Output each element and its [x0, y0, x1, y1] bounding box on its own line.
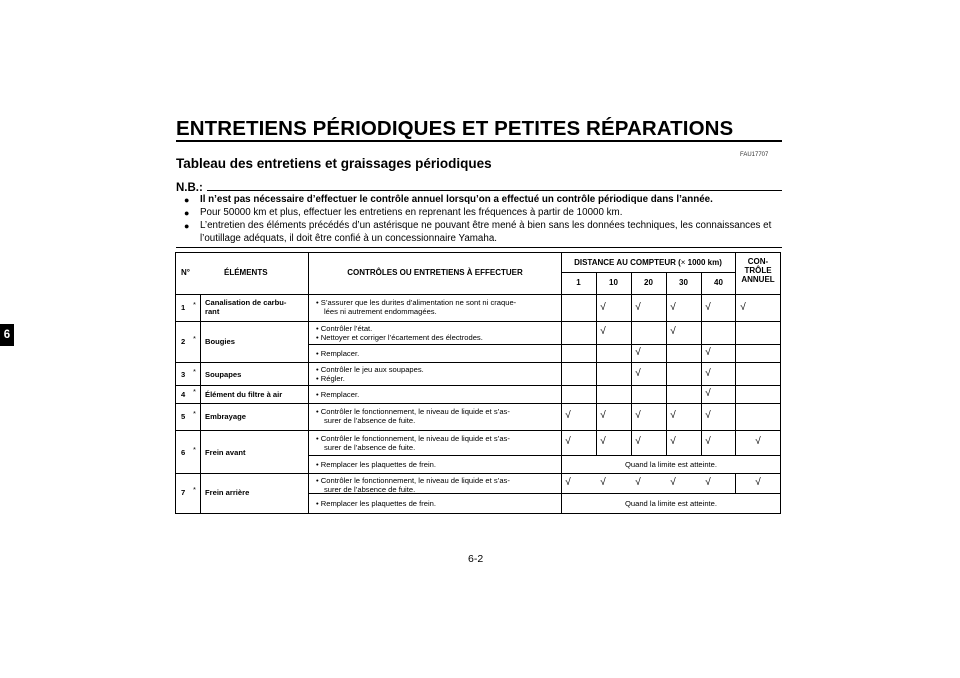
header-km-20: 20: [644, 278, 653, 287]
header-km-10: 10: [609, 278, 618, 287]
note-item: [184, 220, 782, 245]
header-annual: CON- TRÔLE ANNUEL: [741, 257, 775, 285]
check-mark: √: [755, 436, 761, 447]
header-divider: [561, 272, 735, 273]
table-border-bottom: [175, 513, 781, 514]
row-divider: [175, 473, 781, 474]
check-mark: √: [635, 347, 641, 358]
row-element: Élément du filtre à air: [205, 390, 283, 399]
col-divider: [596, 272, 597, 455]
nb-label: N.B.:: [176, 182, 203, 194]
row-divider: [175, 430, 781, 431]
check-mark: √: [635, 477, 641, 488]
row-action: • Contrôler l’état. • Nettoyer et corriger l’écartement des électrodes.: [316, 324, 483, 343]
check-mark: √: [670, 326, 676, 337]
title-rule: [176, 140, 782, 142]
header-num: N°: [181, 268, 190, 277]
row-divider: [308, 344, 781, 345]
check-mark: √: [600, 477, 606, 488]
check-mark: √: [705, 388, 711, 399]
col-divider: [666, 272, 667, 455]
check-mark: √: [670, 436, 676, 447]
row-num: 3: [181, 370, 186, 379]
check-mark: √: [670, 302, 676, 313]
check-mark: √: [565, 436, 571, 447]
check-mark: √: [755, 477, 761, 488]
row-action: • S’assurer que les durites d’alimentation ne sont ni craque- lées ni autrement endommagées.: [316, 298, 517, 317]
check-mark: √: [600, 302, 606, 313]
check-mark: √: [635, 302, 641, 313]
row-action: • Remplacer.: [316, 390, 360, 399]
row-num: 1: [181, 303, 186, 312]
row-action: • Contrôler le fonctionnement, le niveau de liquide et s’as- surer de l’absence de fuite.: [316, 434, 510, 453]
row-divider: [175, 321, 781, 322]
reference-code: FAU17707: [740, 152, 769, 158]
row-star: *: [193, 300, 196, 309]
table-border-left: [175, 252, 176, 514]
row-star: *: [193, 367, 196, 376]
check-mark: √: [705, 368, 711, 379]
notes-rule: [176, 247, 782, 248]
check-mark: √: [670, 410, 676, 421]
bullet-icon: ●: [184, 208, 190, 218]
table-border-top: [175, 252, 781, 253]
header-distance: DISTANCE AU COMPTEUR (× 1000 km): [574, 258, 722, 267]
chapter-tab: 6: [0, 324, 14, 346]
row-num: 4: [181, 390, 186, 399]
check-mark: √: [705, 347, 711, 358]
col-divider: [735, 473, 736, 493]
check-mark: √: [565, 410, 571, 421]
row-action: • Contrôler le jeu aux soupapes. • Régler.: [316, 365, 424, 384]
row-action: • Contrôler le fonctionnement, le niveau de liquide et s’as- surer de l’absence de fuite.: [316, 476, 510, 495]
check-mark: √: [600, 410, 606, 421]
row-action: • Remplacer les plaquettes de frein.: [316, 499, 437, 508]
row-divider: [175, 294, 781, 295]
row-star: *: [193, 445, 196, 454]
check-mark: √: [635, 368, 641, 379]
row-star: *: [193, 334, 196, 343]
header-km-40: 40: [714, 278, 723, 287]
header-km-30: 30: [679, 278, 688, 287]
note-text: Il n’est pas nécessaire d’effectuer le contrôle annuel lorsqu’on a effectué un contrôle périodique dans l’année.: [200, 194, 713, 205]
row-element: Soupapes: [205, 370, 242, 379]
maintenance-table: [175, 252, 781, 514]
row-star: *: [193, 387, 196, 396]
check-mark: √: [635, 410, 641, 421]
row-divider: [175, 385, 781, 386]
col-divider: [308, 252, 309, 514]
row-action: • Remplacer les plaquettes de frein.: [316, 460, 437, 469]
nb-rule: [207, 190, 782, 191]
check-mark: √: [600, 436, 606, 447]
header-checks: CONTRÔLES OU ENTRETIENS À EFFECTUER: [347, 268, 523, 277]
row-num: 5: [181, 412, 186, 421]
row-num: 6: [181, 448, 186, 457]
check-mark: √: [635, 436, 641, 447]
col-divider: [200, 294, 201, 514]
row-action: • Contrôler le fonctionnement, le niveau de liquide et s’as- surer de l’absence de fuite.: [316, 407, 510, 426]
bullet-icon: ●: [184, 221, 190, 231]
row-divider: [175, 403, 781, 404]
row-element: Embrayage: [205, 412, 246, 421]
row-element: Bougies: [205, 337, 235, 346]
row-divider: [308, 455, 781, 456]
row-num: 7: [181, 488, 186, 497]
check-mark: √: [670, 477, 676, 488]
check-mark: √: [600, 326, 606, 337]
check-mark: √: [705, 302, 711, 313]
table-border-right: [780, 252, 781, 514]
col-divider: [701, 272, 702, 455]
note-text: Pour 50000 km et plus, effectuer les entretiens en reprenant les fréquences à partir de 10000 km.: [200, 207, 623, 218]
check-mark: √: [705, 410, 711, 421]
row-divider: [175, 362, 781, 363]
row-span-text: Quand la limite est atteinte.: [624, 499, 718, 508]
check-mark: √: [565, 477, 571, 488]
row-action: • Remplacer.: [316, 349, 360, 358]
note-item: [184, 194, 782, 207]
row-element: Canalisation de carbu- rant: [205, 298, 287, 317]
col-divider: [631, 272, 632, 455]
check-mark: √: [705, 477, 711, 488]
page-number: 6-2: [468, 553, 484, 565]
col-divider: [561, 252, 562, 514]
section-title: Tableau des entretiens et graissages périodiques: [176, 156, 492, 171]
row-element: Frein avant: [205, 448, 246, 457]
header-km-1: 1: [576, 278, 581, 287]
row-element: Frein arrière: [205, 488, 250, 497]
note-text: L’entretien des éléments précédés d’un astérisque ne pouvant être mené à bien sans les données techniques, les connaissances et l’outillage adéquats, il doit être confié à un concessionnaire Yamaha.: [200, 220, 772, 244]
row-star: *: [193, 409, 196, 418]
note-item: [184, 207, 782, 220]
row-span-text: Quand la limite est atteinte.: [624, 460, 718, 469]
check-mark: √: [740, 302, 746, 313]
bullet-icon: ●: [184, 195, 190, 205]
check-mark: √: [705, 436, 711, 447]
row-num: 2: [181, 337, 186, 346]
header-element: ÉLÉMENTS: [224, 268, 268, 277]
page-title: ENTRETIENS PÉRIODIQUES ET PETITES RÉPARATIONS: [176, 117, 734, 140]
row-star: *: [193, 485, 196, 494]
